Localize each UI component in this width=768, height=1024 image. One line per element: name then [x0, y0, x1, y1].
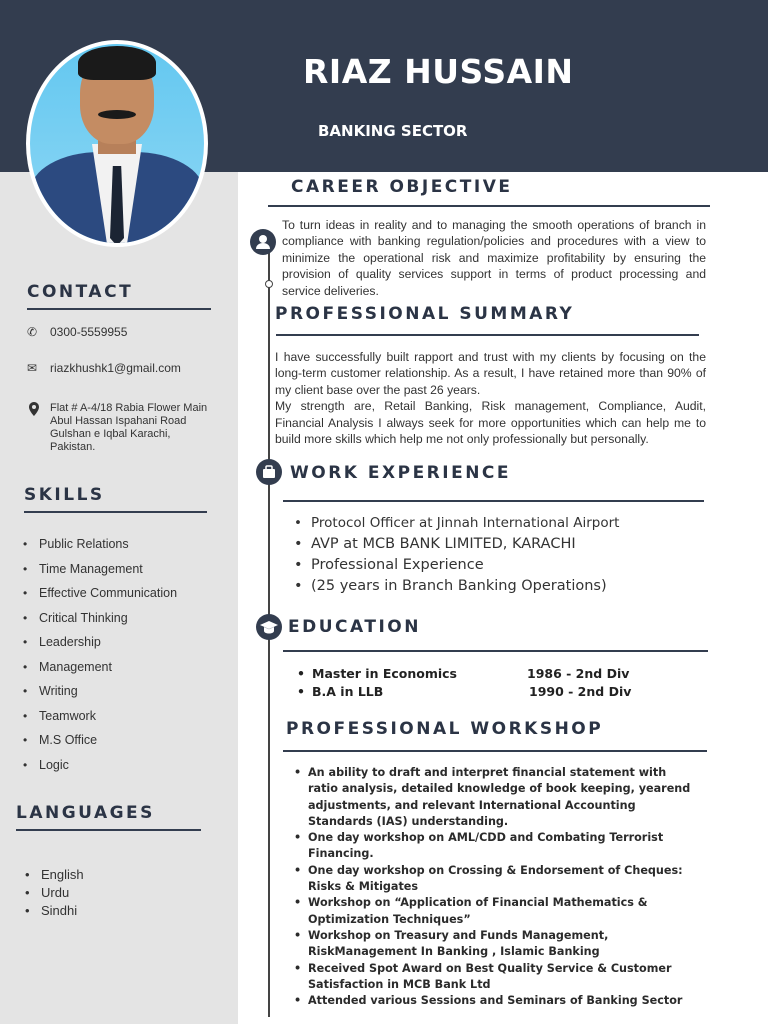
list-item: • An ability to draft and interpret financial statement with ratio analysis, detailed knowledge of book keeping, yearend adjustments, and relevant International Accounting Standards (IAS) understanding. — [308, 765, 698, 830]
user-icon — [250, 229, 276, 255]
email-icon: ✉ — [27, 361, 38, 375]
skills-list — [39, 536, 177, 781]
postal-address: Flat # A-4/18 Rabia Flower Main Abul Hassan Ispahani Road Gulshan e Iqbal Karachi, Pakistan. — [50, 402, 208, 453]
workshop-list — [308, 765, 698, 1009]
education-heading: EDUCATION — [288, 617, 421, 637]
languages-divider — [16, 829, 201, 831]
work-experience-list — [311, 513, 619, 597]
list-item: • Workshop on Treasury and Funds Management, RiskManagement In Banking , Islamic Banking — [308, 928, 698, 961]
list-item: • Leadership — [39, 634, 177, 659]
list-item: • Logic — [39, 757, 177, 782]
list-item: • Teamwork — [39, 708, 177, 733]
list-item: • One day workshop on Crossing & Endorsement of Cheques: Risks & Mitigates — [308, 863, 698, 896]
list-item: • Urdu — [41, 884, 84, 902]
languages-heading: LANGUAGES — [16, 803, 155, 823]
education-year: 1990 - 2nd Div — [529, 684, 632, 699]
list-item: • Protocol Officer at Jinnah International Airport — [311, 513, 619, 534]
list-item: • Professional Experience — [311, 555, 619, 576]
professional-summary-text: I have successfully built rapport and trust with my clients by focusing on the long-term customer relationship. As a result, I have retained more than 90% of my client base over the past 26 years. My strength are, Retail Banking, Risk management, Compliance, Audit, Financial Analysis I always seek for more opportunities which can help me to build more skills which help me not only professionally but personally. — [275, 350, 706, 447]
list-item: • Writing — [39, 683, 177, 708]
list-item: • Management — [39, 659, 177, 684]
profile-photo — [26, 40, 208, 247]
list-item: • AVP at MCB BANK LIMITED, KARACHI — [311, 534, 619, 555]
career-objective-text: To turn ideas in reality and to managing the smooth operations of branch in compliance with banking regulation/policies and procedures with a view to minimize the operational risk and maximize profitability by ensuring the provision of quality services support in terms of product processing and service deliveries. — [282, 218, 706, 298]
skills-divider — [24, 511, 207, 513]
phone-icon: ✆ — [27, 325, 38, 339]
career-objective-heading: CAREER OBJECTIVE — [291, 177, 513, 197]
briefcase-icon — [256, 459, 282, 485]
education-degree: • Master in Economics — [312, 666, 457, 681]
professional-workshop-heading: PROFESSIONAL WORKSHOP — [286, 719, 604, 739]
list-item: • Critical Thinking — [39, 610, 177, 635]
list-item: • English — [41, 866, 84, 884]
list-item: • Attended various Sessions and Seminars of Banking Sector — [308, 993, 698, 1009]
professional-summary-divider — [276, 334, 699, 336]
candidate-role: BANKING SECTOR — [318, 122, 468, 140]
location-pin-icon — [29, 402, 39, 419]
education-year: 1986 - 2nd Div — [527, 666, 630, 681]
list-item: • Effective Communication — [39, 585, 177, 610]
work-experience-heading: WORK EXPERIENCE — [290, 463, 512, 483]
contact-heading: CONTACT — [27, 282, 134, 302]
list-item: • M.S Office — [39, 732, 177, 757]
list-item: • One day workshop on AML/CDD and Combating Terrorist Financing. — [308, 830, 698, 863]
languages-list — [41, 866, 84, 920]
skills-heading: SKILLS — [24, 485, 105, 505]
timeline-dot — [265, 280, 273, 288]
candidate-name: RIAZ HUSSAIN — [303, 52, 574, 91]
list-item: • Workshop on “Application of Financial Mathematics & Optimization Techniques” — [308, 895, 698, 928]
education-degree: • B.A in LLB — [312, 684, 383, 699]
email-address[interactable]: riazkhushk1@gmail.com — [50, 361, 181, 375]
professional-summary-heading: PROFESSIONAL SUMMARY — [275, 304, 575, 324]
contact-divider — [27, 308, 211, 310]
career-objective-divider — [268, 205, 710, 207]
list-item: • Time Management — [39, 561, 177, 586]
list-item: • Sindhi — [41, 902, 84, 920]
list-item: • Received Spot Award on Best Quality Service & Customer Satisfaction in MCB Bank Ltd — [308, 961, 698, 994]
phone-number[interactable]: 0300-5559955 — [50, 325, 128, 339]
education-divider — [283, 650, 708, 652]
professional-workshop-divider — [283, 750, 707, 752]
list-item: • (25 years in Branch Banking Operations) — [311, 576, 619, 597]
list-item: • Public Relations — [39, 536, 177, 561]
work-experience-divider — [283, 500, 704, 502]
graduation-cap-icon — [256, 614, 282, 640]
